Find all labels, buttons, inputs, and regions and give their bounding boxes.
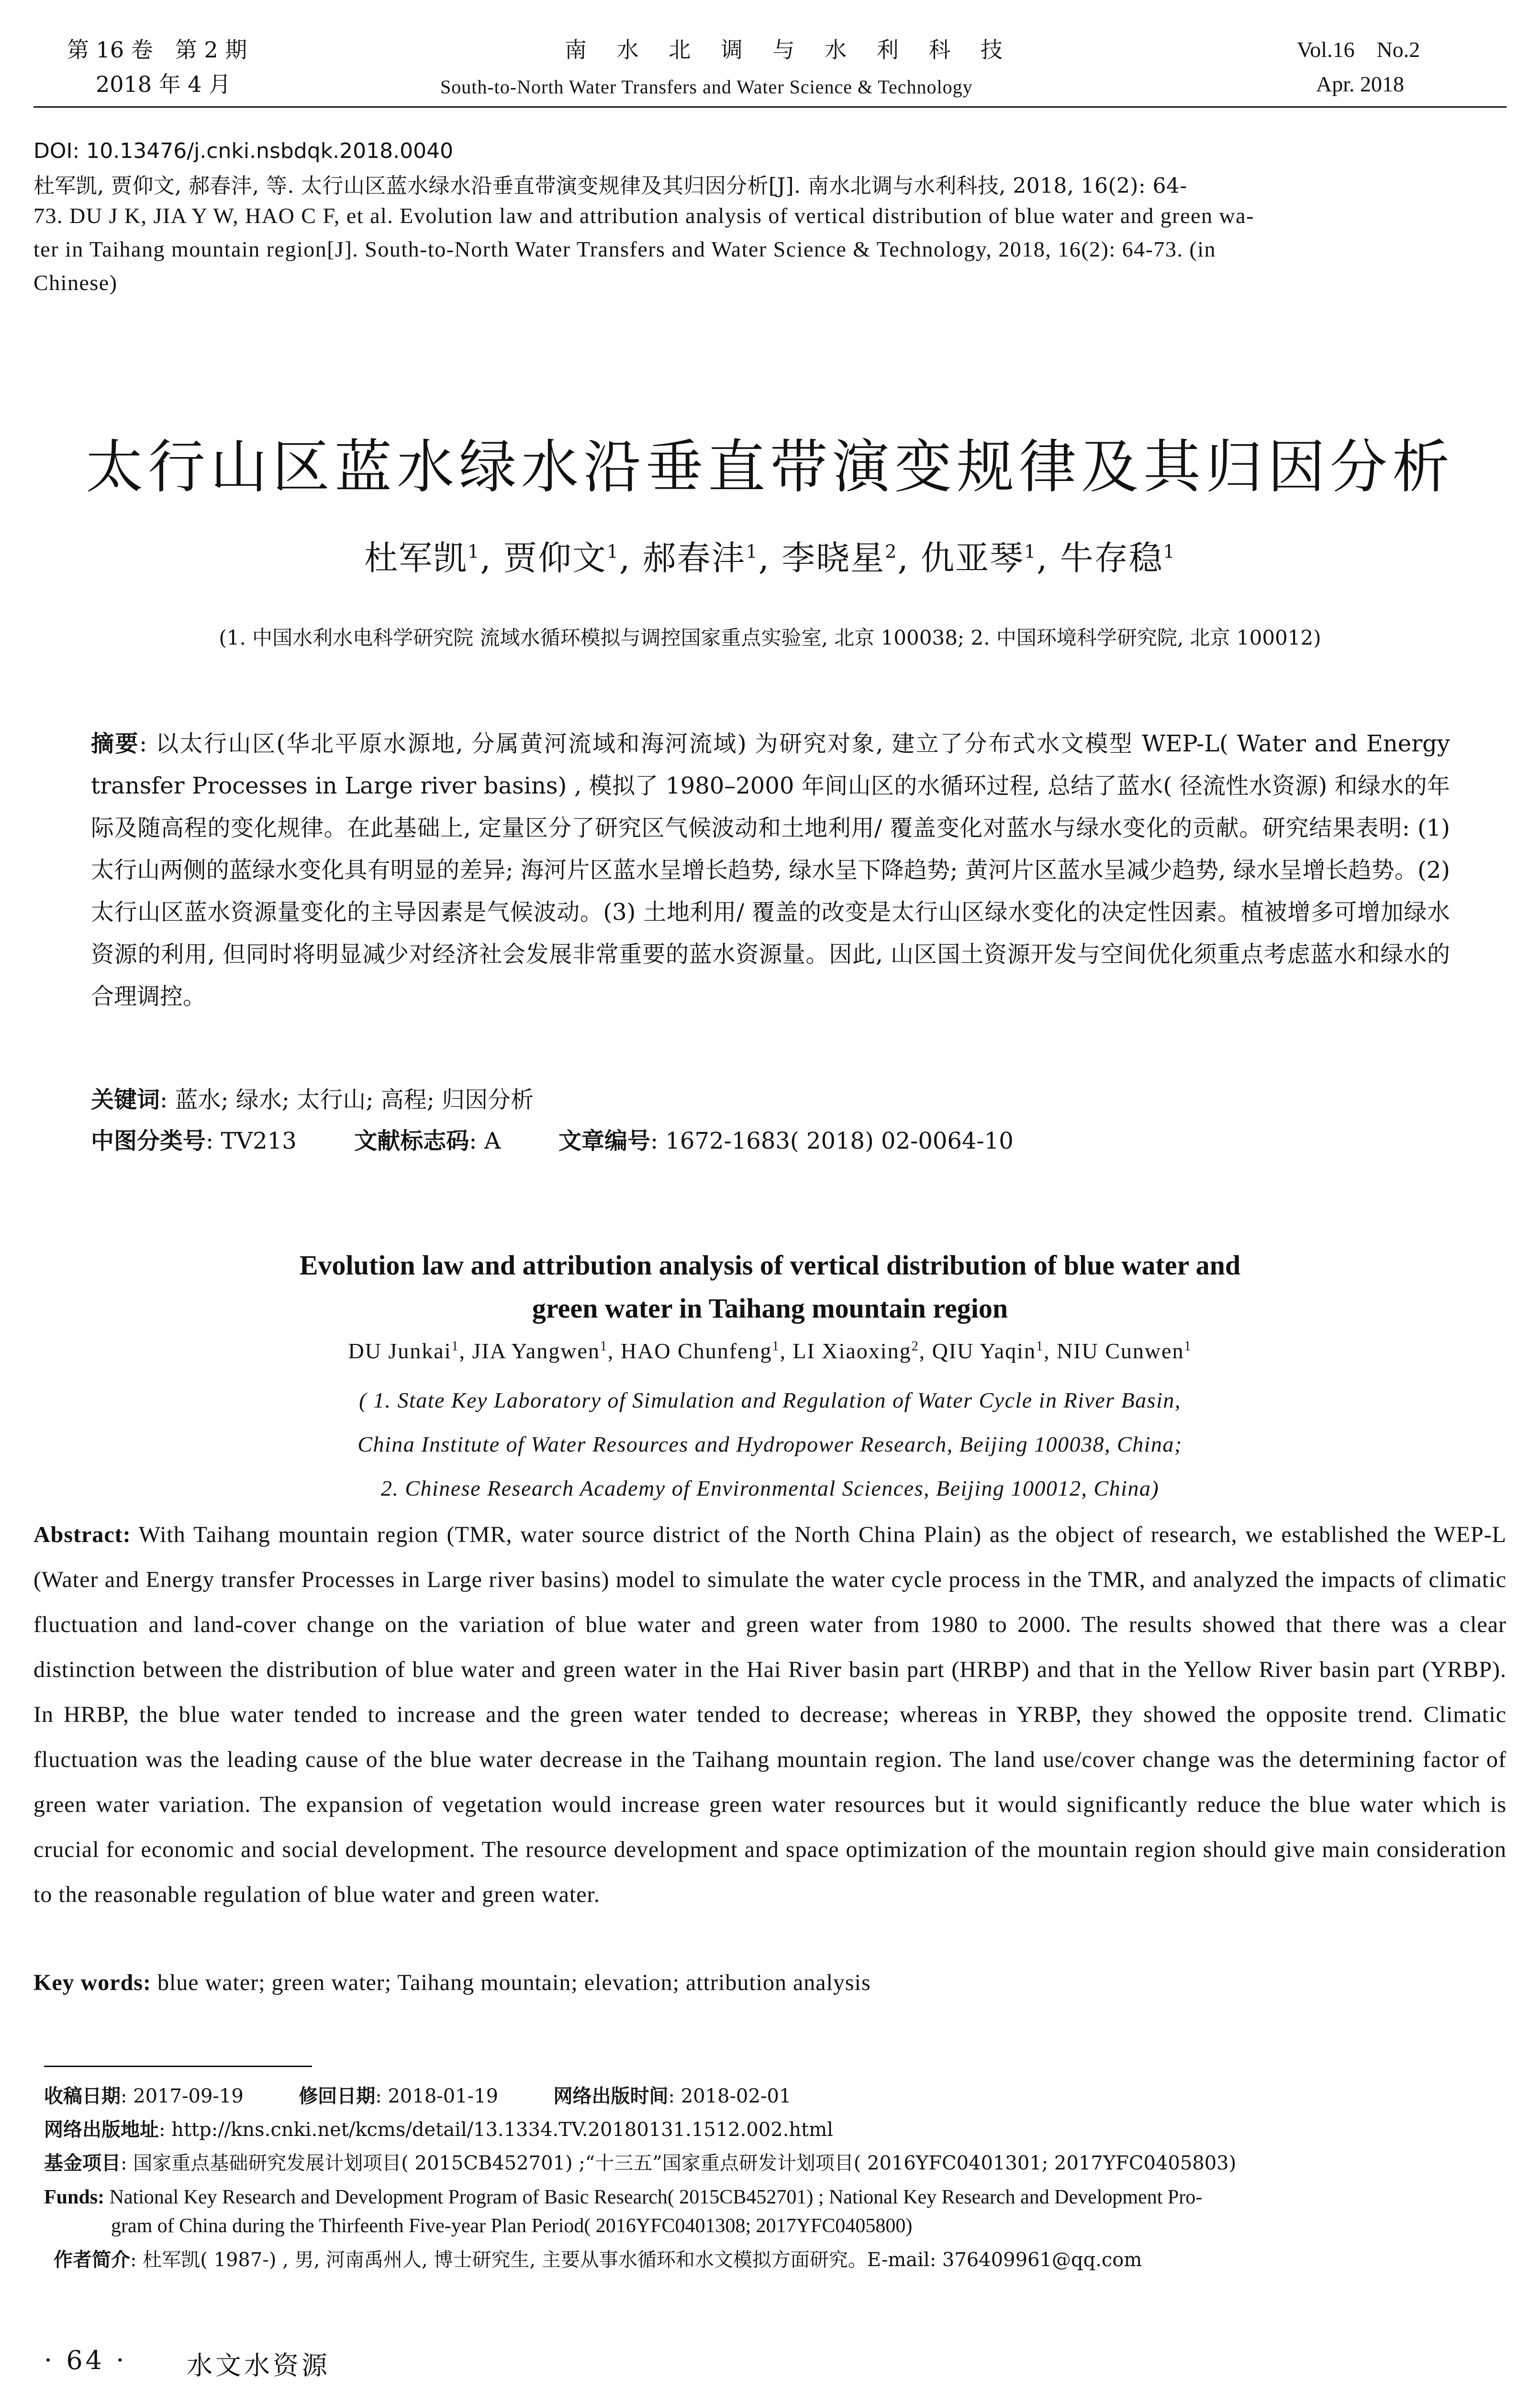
abstract-cn-label: 摘要 bbox=[91, 730, 140, 757]
author-cn: 牛存稳$^1$ bbox=[1060, 538, 1176, 578]
affiliation-en-line-1: ( 1. State Key Laboratory of Simulation and Regulation of Water Cycle in River Basin, bbox=[359, 1388, 1181, 1412]
revised-date: 2018-01-19 bbox=[388, 2085, 499, 2107]
title-en-line-1: Evolution law and attribution analysis of vertical distribution of blue water and bbox=[299, 1250, 1241, 1281]
keywords-cn: 关键词: 蓝水; 绿水; 太行山; 高程; 归因分析 bbox=[91, 1086, 534, 1113]
footnote-author: 作者简介: 杜军凯( 1987-) , 男, 河南禹州人, 博士研究生, 主要从事水循环和水文模拟方面研究。E-mail: 376409961@qq.com bbox=[54, 2248, 1142, 2271]
footnote-rule bbox=[44, 2066, 312, 2067]
classification-line: 中图分类号: TV213 文献标志码: A 文章编号: 1672-1683( 2018) 02-0064-10 bbox=[91, 1128, 1014, 1154]
abstract-en-text: With Taihang mountain region (TMR, water source district of the North China Plain) as the object of research, we established the WEP-L (Water and Energy transfer Processes in Large river basins) model to simulate the water cycle process in the TMR, and analyzed the impacts of climatic fluctuation and land-cover change on the variation of blue water and green water from 1980 to 2000. The results showed that there was a clear distinction between the distribution of blue water and green water in the Hai River basin part (HRBP) and that in the Yellow River basin part (YRBP). In HRBP, the blue water tended to increase and the green water tended to decrease; whereas in YRBP, they showed the opposite trend. Climatic fluctuation was the leading cause of the blue water decrease in the Taihang mountain region. The land use/cover change was the determining factor of green water variation. The expansion of vegetation would increase green water resources but it would significantly reduce the blue water which is crucial for economic and social development. The resource development and space optimization of the mountain region should give main consideration to the reasonable regulation of blue water and green water. bbox=[33, 1522, 1507, 1907]
revised-label: 修回日期 bbox=[299, 2085, 376, 2107]
header-journal-en: South-to-North Water Transfers and Water Science & Technology bbox=[440, 76, 973, 98]
header-date-cn: 2018 年 4 月 bbox=[96, 71, 231, 97]
footnote-fund-cn: 基金项目: 国家重点基础研究发展计划项目( 2015CB452701) ;“十三五”国家重点研发计划项目( 2016YFC0401301; 2017YFC0405803) bbox=[44, 2152, 1237, 2174]
doi: DOI: 10.13476/j.cnki.nsbdqk.2018.0040 bbox=[33, 139, 454, 163]
clc-label: 中图分类号 bbox=[91, 1128, 206, 1154]
title-cn: 太行山区蓝水绿水沿垂直带演变规律及其归因分析 bbox=[86, 434, 1454, 501]
citation-line-1: 杜军凯, 贾仰文, 郝春沣, 等. 太行山区蓝水绿水沿垂直带演变规律及其归因分析[J]. 南水北调与水利科技, 2018, 16(2): 64- bbox=[33, 174, 1187, 198]
affiliation-cn: (1. 中国水利水电科学研究院 流域水循环模拟与调控国家重点实验室, 北京 100038; 2. 中国环境科学研究院, 北京 100012) bbox=[219, 626, 1321, 649]
title-en-line-2: green water in Taihang mountain region bbox=[532, 1293, 1008, 1324]
header-date-en: Apr. 2018 bbox=[1316, 72, 1404, 96]
affiliation-en-line-3: 2. Chinese Research Academy of Environmental Sciences, Beijing 100012, China) bbox=[380, 1476, 1160, 1500]
footnote-url: 网络出版地址: http://kns.cnki.net/kcms/detail/13.1334.TV.20180131.1512.002.html bbox=[44, 2118, 833, 2141]
header-volume-cn: 第 16 卷 第 2 期 bbox=[67, 37, 247, 63]
received-label: 收稿日期 bbox=[44, 2085, 121, 2107]
footnote-dates: 收稿日期: 2017-09-19 修回日期: 2018-01-19 网络出版时间: 2018-02-01 bbox=[44, 2085, 792, 2107]
article-no-value: 1672-1683( 2018) 02-0064-10 bbox=[665, 1128, 1014, 1154]
author-cn: 贾仰文$^1$ bbox=[503, 538, 620, 578]
header-volume-en: Vol.16 No.2 bbox=[1297, 37, 1420, 62]
abstract-en bbox=[33, 1512, 1507, 1917]
doc-code-label: 文献标志码 bbox=[354, 1128, 469, 1154]
header-rule bbox=[33, 106, 1507, 108]
keywords-en: Key words: blue water; green water; Taihang mountain; elevation; attribution analysis bbox=[33, 1970, 871, 1995]
author-cn: 杜军凯$^1$ bbox=[364, 538, 480, 578]
footnote-funds-en-line-2: gram of China during the Thirfeenth Five-year Plan Period( 2016YFC0401308; 2017YFC0405800) bbox=[111, 2215, 913, 2237]
received-date: 2017-09-19 bbox=[133, 2085, 244, 2107]
abstract-cn-text: 以太行山区(华北平原水源地, 分属黄河流域和海河流域) 为研究对象, 建立了分布式水文模型 WEP-L( Water and Energy transfer Processes in Large river basins) , 模拟了 1980–2000 年间山区的水循环过程, 总结了蓝水( 径流性水资源) 和绿水的年际及随高程的变化规律。在此基础上, 定量区分了研究区气候波动和土地利用/ 覆盖变化对蓝水与绿水变化的贡献。研究结果表明: (1) 太行山两侧的蓝绿水变化具有明显的差异; 海河片区蓝水呈增长趋势, 绿水呈下降趋势; 黄河片区蓝水呈减少趋势, 绿水呈增长趋势。(2) 太行山区蓝水资源量变化的主导因素是气候波动。(3) 土地利用/ 覆盖的改变是太行山区绿水变化的决定性因素。植被增多可增加绿水资源的利用, 但同时将明显减少对经济社会发展非常重要的蓝水资源量。因此, 山区国土资源开发与空间优化须重点考虑蓝水和绿水的合理调控。 bbox=[91, 730, 1450, 1010]
author-en: LI Xiaoxing$^2$ bbox=[792, 1339, 919, 1363]
author-cn: 李晓星$^2$ bbox=[781, 538, 898, 578]
doc-code-value: A bbox=[484, 1128, 501, 1154]
author-en: DU Junkai$^1$ bbox=[348, 1339, 459, 1363]
author-cn: 仇亚琴$^1$ bbox=[920, 538, 1037, 578]
author-en: HAO Chunfeng$^1$ bbox=[620, 1339, 780, 1363]
article-no-label: 文章编号 bbox=[558, 1128, 650, 1154]
authors-cn: 杜军凯$^1$, 贾仰文$^1$, 郝春沣$^1$, 李晓星$^2$, 仇亚琴$^1$, 牛存稳$^1$ bbox=[364, 538, 1176, 578]
clc-value: TV213 bbox=[221, 1128, 297, 1154]
online-date: 2018-02-01 bbox=[681, 2085, 792, 2107]
footnote-funds-en: Funds: National Key Research and Development Program of Basic Research( 2015CB452701) ; National Key Research and Development Pro- bbox=[44, 2186, 1203, 2208]
abstract-cn: 摘要: 以太行山区(华北平原水源地, 分属黄河流域和海河流域) 为研究对象, 建立了分布式水文模型 WEP-L( Water and Energy transfer Processes in Large river basins) , 模拟了 1980–2000 年间山区的水循环过程, 总结了蓝水( 径流性水资源) 和绿水的年际及随高程的变化规律。在此基础上, 定量区分了研究区气候波动和土地利用/ 覆盖变化对蓝水与绿水变化的贡献。研究结果表明: (1) 太行山两侧的蓝绿水变化具有明显的差异; 海河片区蓝水呈增长趋势, 绿水呈下降趋势; 黄河片区蓝水呈减少趋势, 绿水呈增长趋势。(2) 太行山区蓝水资源量变化的主导因素是气候波动。(3) 土地利用/ 覆盖的改变是太行山区绿水变化的决定性因素。植被增多可增加绿水资源的利用, 但同时将明显减少对经济社会发展非常重要的蓝水资源量。因此, 山区国土资源开发与空间优化须重点考虑蓝水和绿水的合理调控。 bbox=[91, 730, 1450, 1010]
authors-en: DU Junkai$^1$, JIA Yangwen$^1$, HAO Chunfeng$^1$, LI Xiaoxing$^2$, QIU Yaqin$^1$, NIU Cunwen$^1$ bbox=[348, 1339, 1192, 1363]
abstract-en-label: Abstract: bbox=[33, 1522, 131, 1547]
author-en: NIU Cunwen$^1$ bbox=[1056, 1339, 1192, 1363]
citation-line-3: ter in Taihang mountain region[J]. South-to-North Water Transfers and Water Science & Technology, 2018, 16(2): 64-73. (in bbox=[33, 237, 1216, 261]
section-name: 水文水资源 bbox=[187, 2350, 330, 2381]
online-label: 网络出版时间 bbox=[553, 2085, 669, 2107]
online-url[interactable]: http://kns.cnki.net/kcms/detail/13.1334.TV.20180131.1512.002.html bbox=[171, 2119, 833, 2141]
page-number: · 64 · bbox=[44, 2345, 127, 2375]
author-en: JIA Yangwen$^1$ bbox=[472, 1339, 608, 1363]
citation-line-4: Chinese) bbox=[33, 270, 118, 295]
header-journal-cn: 南 水 北 调 与 水 利 科 技 bbox=[565, 37, 1014, 63]
author-cn: 郝春沣$^1$ bbox=[642, 538, 759, 578]
citation-line-2: 73. DU J K, JIA Y W, HAO C F, et al. Evolution law and attribution analysis of vertical distribution of blue water and green wa- bbox=[33, 203, 1254, 228]
affiliation-en-line-2: China Institute of Water Resources and Hydropower Research, Beijing 100038, China; bbox=[357, 1432, 1183, 1456]
author-en: QIU Yaqin$^1$ bbox=[932, 1339, 1044, 1363]
